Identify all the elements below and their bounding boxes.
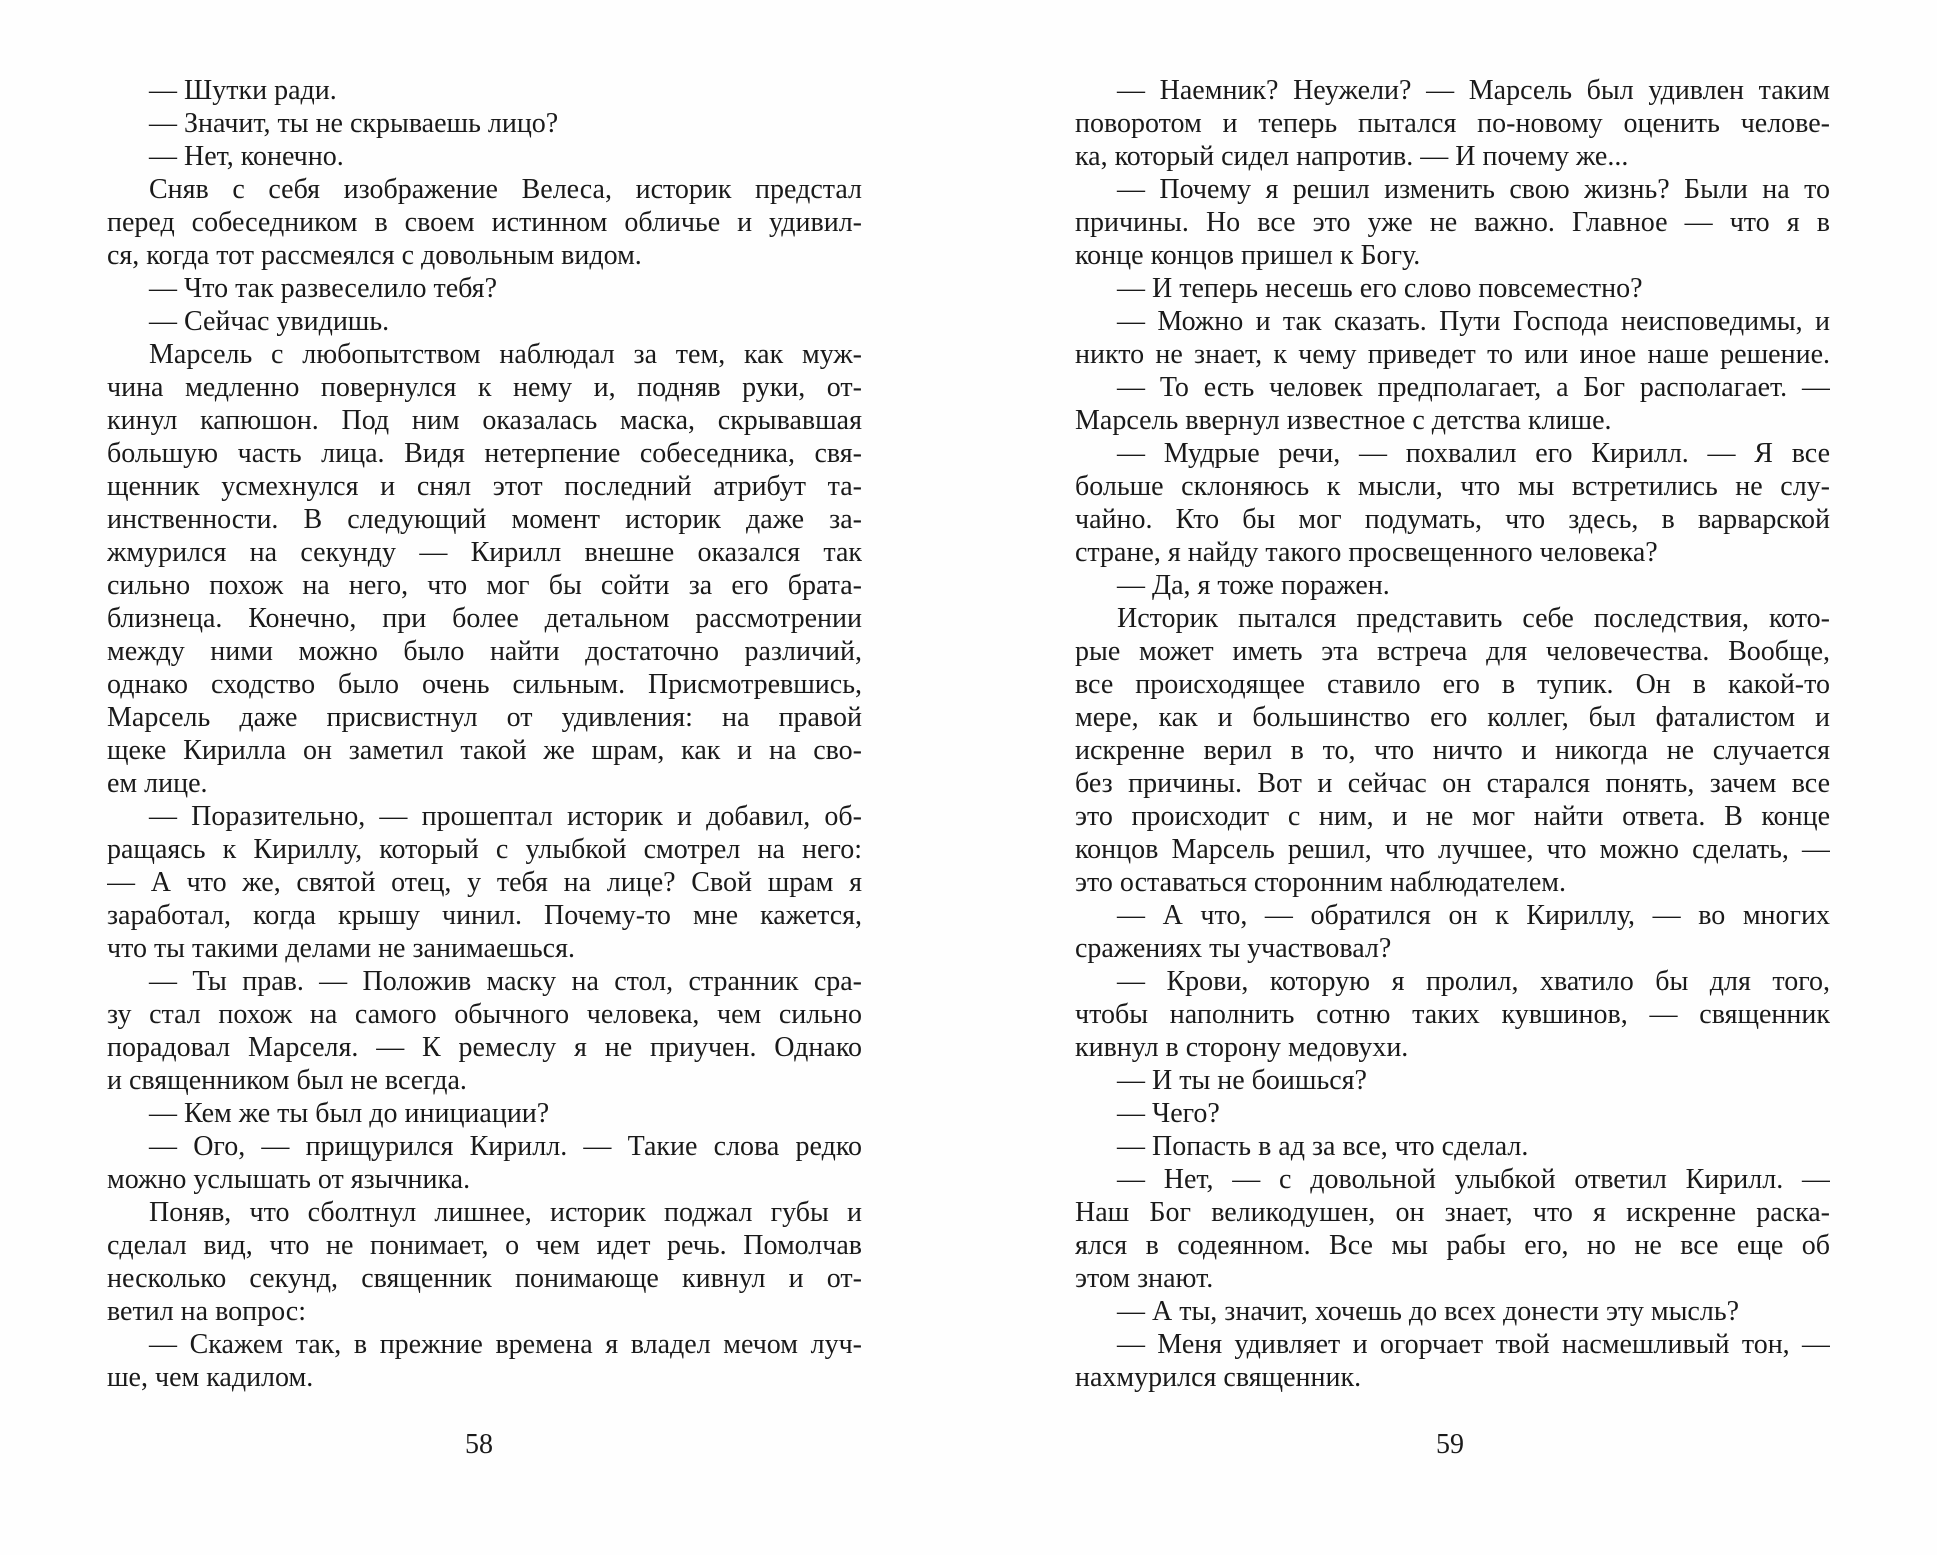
text-line: ем лице. [107, 768, 208, 799]
text-line: мере, как и большинство его коллег, был фаталистом и [1075, 702, 1830, 733]
text-line: чтобы наполнить сотню таких кувшинов, — священник [1075, 999, 1830, 1030]
text-line: больше склоняюсь к мысли, что мы встретились не слу- [1075, 471, 1830, 502]
text-line: щеке Кирилла он заметил такой же шрам, как и на сво- [107, 735, 862, 766]
text-line: Марсель даже присвистнул от удивления: на правой [107, 702, 862, 733]
text-line: Историк пытался представить себе последствия, кото- [1117, 603, 1830, 634]
text-line: Наш Бог великодушен, он знает, что я искренне раска- [1075, 1197, 1830, 1228]
text-line: рые может иметь эта встреча для человечества. Вообще, [1075, 636, 1830, 667]
text-line: — А что же, святой отец, у тебя на лице? Свой шрам я [107, 867, 862, 898]
text-line: близнеца. Конечно, при более детальном рассмотрении [107, 603, 862, 634]
text-line: искренне верил в то, что ничто и никогда не случается [1075, 735, 1830, 766]
text-line: — Почему я решил изменить свою жизнь? Были на то [1117, 174, 1830, 205]
text-line: ращаясь к Кириллу, который с улыбкой смотрел на него: [107, 834, 862, 865]
text-line: ветил на вопрос: [107, 1296, 307, 1327]
text-line: — Ты прав. — Положив маску на стол, странник сра- [149, 966, 862, 997]
text-line: — Да, я тоже поражен. [1117, 570, 1390, 601]
text-line: — То есть человек предполагает, а Бог располагает. — [1117, 372, 1830, 403]
text-line: — Шутки ради. [149, 75, 337, 106]
text-line: — Мудрые речи, — похвалил его Кирилл. — Я все [1117, 438, 1830, 469]
text-line: конце концов пришел к Богу. [1075, 240, 1421, 271]
text-line: никто не знает, к чему приведет то или иное наше решение. [1075, 339, 1830, 370]
text-line: причины. Но все это уже не важно. Главное — что я в [1075, 207, 1830, 238]
text-line: — Что так развеселило тебя? [149, 273, 497, 304]
text-line: щенник усмехнулся и снял этот последний атрибут та- [107, 471, 862, 502]
text-line: — Значит, ты не скрываешь лицо? [149, 108, 559, 139]
text-line: заработал, когда крышу чинил. Почему-то мне кажется, [107, 900, 862, 931]
text-line: чина медленно повернулся к нему и, подняв руки, от- [107, 372, 862, 403]
text-line: Поняв, что сболтнул лишнее, историк поджал губы и [149, 1197, 862, 1228]
text-line: это оставаться сторонним наблюдателем. [1075, 867, 1567, 898]
right-page [1075, 74, 1830, 1394]
text-line: — А что, — обратился он к Кириллу, — во многих [1117, 900, 1830, 931]
text-line: — А ты, значит, хочешь до всех донести эту мысль? [1117, 1296, 1740, 1327]
text-line: большую часть лица. Видя нетерпение собеседника, свя- [107, 438, 862, 469]
text-line: жмурился на секунду — Кирилл внешне оказался так [107, 537, 862, 568]
text-line: стране, я найду такого просвещенного человека? [1075, 537, 1658, 568]
text-line: без причины. Вот и сейчас он старался понять, зачем все [1075, 768, 1830, 799]
text-line: перед собеседником в своем истинном обличье и удивил- [107, 207, 862, 238]
text-line: несколько секунд, священник понимающе кивнул и от- [107, 1263, 862, 1294]
text-line: чайно. Кто бы мог подумать, что здесь, в варварской [1075, 504, 1830, 535]
text-line: этом знают. [1075, 1263, 1214, 1294]
text-line: сделал вид, что не понимает, о чем идет речь. Помолчав [107, 1230, 862, 1261]
text-line: и священником был не всегда. [107, 1065, 467, 1096]
text-line: однако сходство было очень сильным. Присмотревшись, [107, 669, 862, 700]
text-line: ялся в содеянном. Все мы рабы его, но не все еще об [1075, 1230, 1830, 1261]
text-line: — Чего? [1117, 1098, 1220, 1129]
text-line: концов Марсель решил, что лучшее, что можно сделать, — [1075, 834, 1830, 865]
text-line: — Кем же ты был до инициации? [149, 1098, 550, 1129]
text-line: Марсель ввернул известное с детства клише. [1075, 405, 1612, 436]
text-line: сильно похож на него, что мог бы сойти за его брата- [107, 570, 862, 601]
text-line: ше, чем кадилом. [107, 1362, 314, 1393]
text-line: поворотом и теперь пытался по-новому оценить челове- [1075, 108, 1830, 139]
page-number-right: 59 [1436, 1429, 1464, 1460]
left-page [107, 74, 862, 1394]
text-line: зу стал похож на самого обычного человека, чем сильно [107, 999, 862, 1030]
text-line: — Нет, конечно. [149, 141, 344, 172]
text-line: между ними можно было найти достаточно различий, [107, 636, 862, 667]
text-line: — Меня удивляет и огорчает твой насмешливый тон, — [1117, 1329, 1830, 1360]
text-line: — Наемник? Неужели? — Марсель был удивлен таким [1117, 75, 1830, 106]
text-line: ся, когда тот рассмеялся с довольным видом. [107, 240, 642, 271]
text-line: — И теперь несешь его слово повсеместно? [1117, 273, 1643, 304]
text-line: — Скажем так, в прежние времена я владел мечом луч- [149, 1329, 862, 1360]
text-line: порадовал Марселя. — К ремеслу я не приучен. Однако [107, 1032, 862, 1063]
text-line: инственности. В следующий момент историк даже за- [107, 504, 862, 535]
text-line: все происходящее ставило его в тупик. Он в какой-то [1075, 669, 1830, 700]
text-line: кинул капюшон. Под ним оказалась маска, скрывавшая [107, 405, 862, 436]
text-line: Марсель с любопытством наблюдал за тем, как муж- [149, 339, 862, 370]
text-line: — Сейчас увидишь. [149, 306, 390, 337]
text-line: кивнул в сторону медовухи. [1075, 1032, 1409, 1063]
text-line: что ты такими делами не занимаешься. [107, 933, 575, 964]
text-line: это происходит с ним, и не мог найти ответа. В конце [1075, 801, 1830, 832]
text-line: — Крови, которую я пролил, хватило бы для того, [1117, 966, 1830, 997]
text-line: — Можно и так сказать. Пути Господа неисповедимы, и [1117, 306, 1830, 337]
text-line: сражениях ты участвовал? [1075, 933, 1392, 964]
text-line: нахмурился священник. [1075, 1362, 1362, 1393]
text-line: — И ты не боишься? [1117, 1065, 1367, 1096]
text-line: — Ого, — прищурился Кирилл. — Такие слова редко [149, 1131, 862, 1162]
text-line: можно услышать от язычника. [107, 1164, 471, 1195]
text-line: ка, который сидел напротив. — И почему же... [1075, 141, 1629, 172]
text-line: — Попасть в ад за все, что сделал. [1117, 1131, 1529, 1162]
text-line: — Поразительно, — прошептал историк и добавил, об- [149, 801, 862, 832]
text-line: — Нет, — с довольной улыбкой ответил Кирилл. — [1117, 1164, 1830, 1195]
page-number-left: 58 [465, 1429, 493, 1460]
text-line: Сняв с себя изображение Велеса, историк предстал [149, 174, 862, 205]
